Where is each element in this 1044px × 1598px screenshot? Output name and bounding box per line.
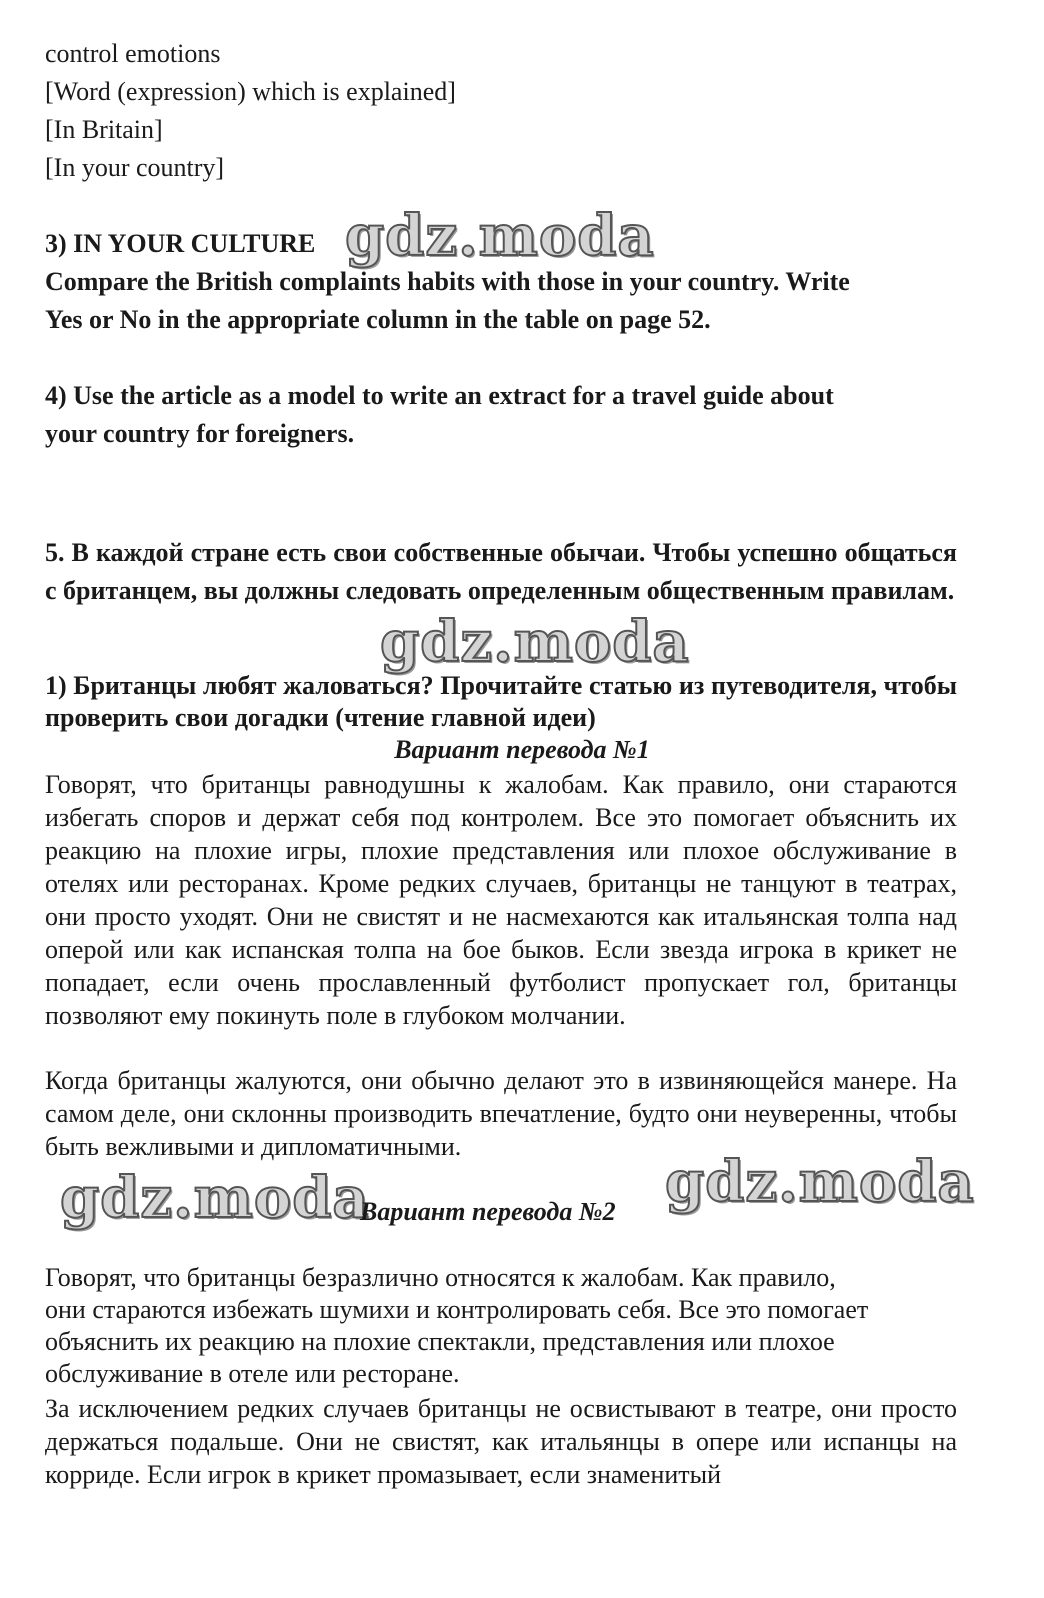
text-line: [In your country] [45,153,225,182]
text-line: [Word (expression) which is explained] [45,77,456,106]
variant1-paragraph: Когда британцы жалуются, они обычно делают это в извиняющейся манере. На самом деле, они склонны производить впечатление, будто они неуверенны, чтобы быть вежливыми и дипломатичными. [45,1066,957,1161]
variant2-title: Вариант перевода №2 [360,1197,616,1226]
section3-text-line: Yes or No in the appropriate column in the table on page 52. [45,305,711,334]
variant1-paragraph: Говорят, что британцы равнодушны к жалобам. Как правило, они стараются избегать споров и держат себя под контролем. Все это помогает объяснить их реакцию на плохие игры, плохие представления или плохое обслуживание в отелях или ресторанах. Кроме редких случаев, британцы не танцуют в театрах, они просто уходят. Они не свистят и не насмехаются как итальянская толпа над оперой или как испанская толпа на бое быков. Если звезда игрока в крикет не попадает, если очень прославленный футболист пропускает гол, британцы позволяют ему покинуть поле в глубоком молчании. [45,770,957,1030]
variant1-title: Вариант перевода №1 [394,735,650,764]
section3-text-line: Compare the British complaints habits with those in your country. Write [45,267,850,296]
section5-intro: 5. В каждой стране есть свои собственные обычаи. Чтобы успешно общаться с британцем, вы должны следовать определенным общественным правилам. [45,538,957,605]
watermark-logo: gdz.moda [60,1165,370,1231]
section4-text-line: 4) Use the article as a model to write an extract for a travel guide about [45,381,834,410]
variant2-paragraph: За исключением редких случаев британцы не освистывают в театре, они просто держаться подальше. Они не свистят, как итальянцы в опере или испанцы на корриде. Если игрок в крикет промазывает, если знаменитый [45,1394,957,1489]
watermark-logo: gdz.moda [345,203,655,269]
variant2-line: Говорят, что британцы безразлично относятся к жалобам. Как правило, [45,1263,836,1292]
variant2-line: они стараются избежать шумихи и контролировать себя. Все это помогает [45,1295,869,1324]
section5-task1: 1) Британцы любят жаловаться? Прочитайте статью из путеводителя, чтобы проверить свои догадки (чтение главной идеи) [45,671,957,732]
text-line: [In Britain] [45,115,163,144]
watermark-logo: gdz.moda [665,1149,975,1215]
text-line: control emotions [45,39,221,68]
watermark-logo: gdz.moda [380,609,690,675]
section3-heading: 3) IN YOUR CULTURE [45,229,316,258]
variant2-line: обслуживание в отеле или ресторане. [45,1359,460,1388]
section4-text-line: your country for foreigners. [45,419,355,448]
variant2-line: объяснить их реакцию на плохие спектакли, представления или плохое [45,1327,835,1356]
